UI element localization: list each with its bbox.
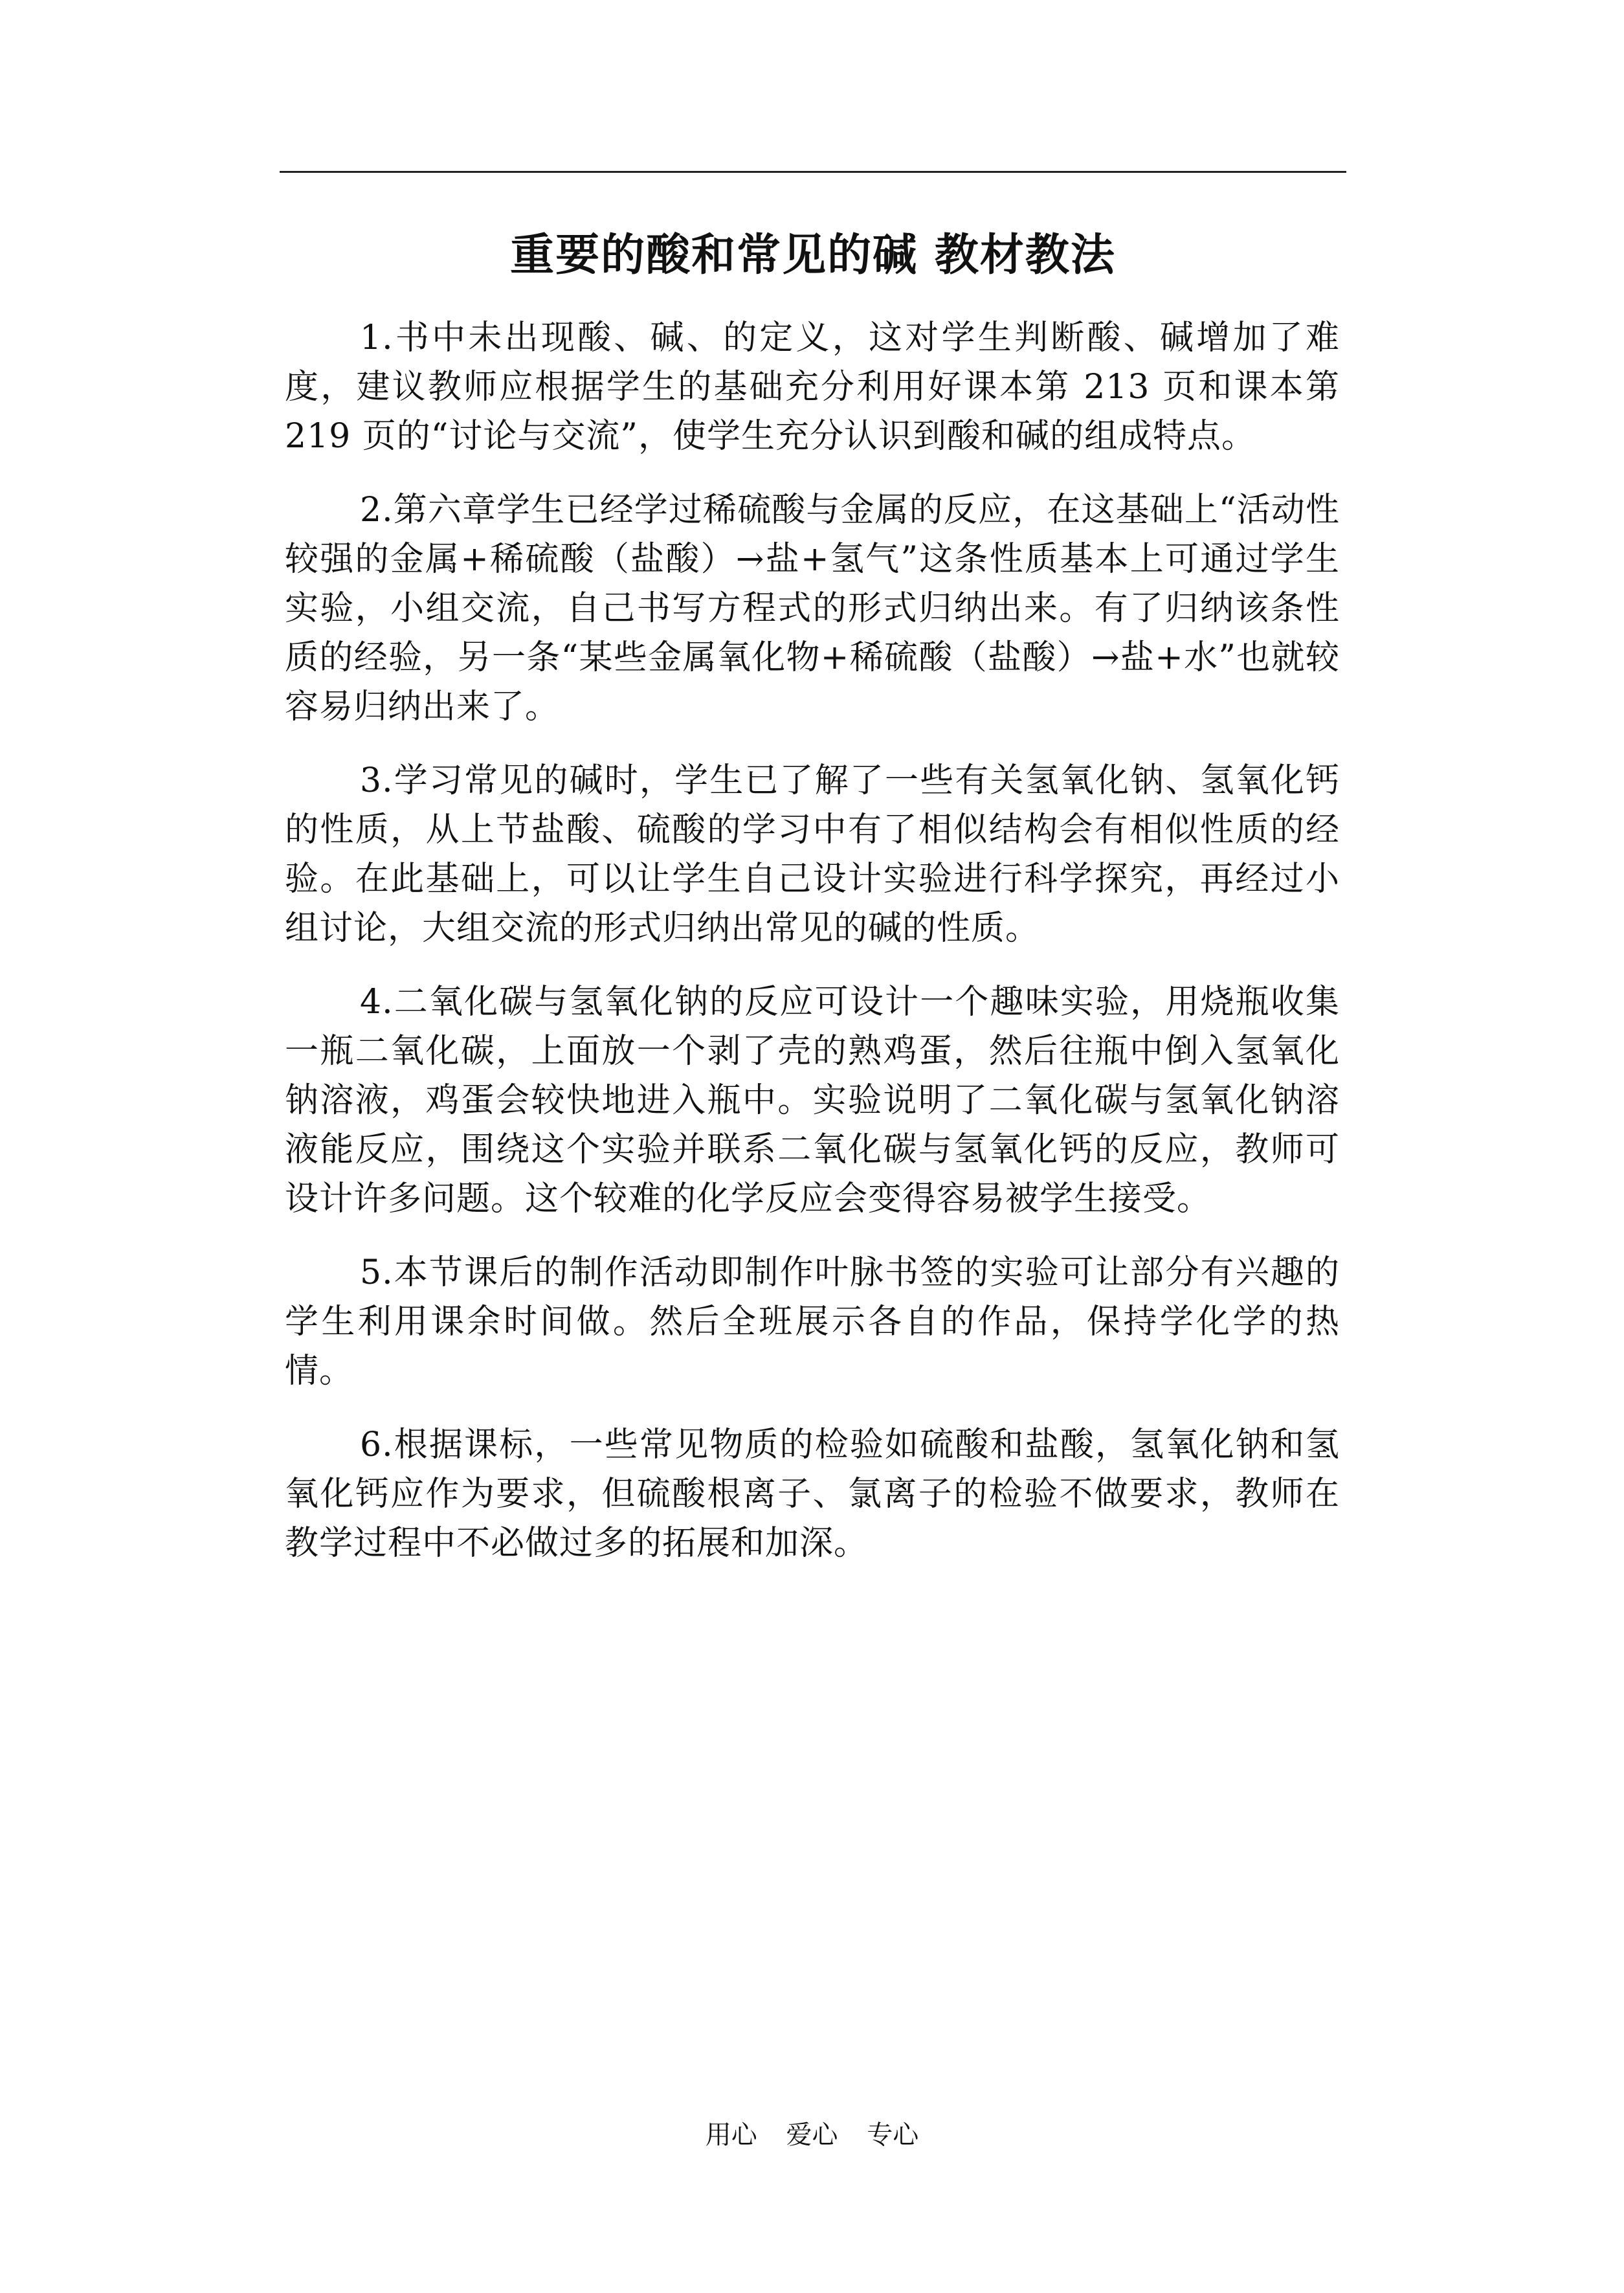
paragraph-5: 5.本节课后的制作活动即制作叶脉书签的实验可让部分有兴趣的学生利用课余时间做。然后全班展示各自的作品，保持学化学的热情。 — [285, 1253, 1340, 1391]
paragraph-1: 1.书中未出现酸、碱、的定义，这对学生判断酸、碱增加了难度，建议教师应根据学生的基础充分利用好课本第 213 页和课本第 219 页的“讨论与交流”，使学生充分认识到酸和碱的组成特点。 — [285, 319, 1340, 456]
paragraph-6: 6.根据课标，一些常见物质的检验如硫酸和盐酸，氢氧化钠和氢氧化钙应作为要求，但硫酸根离子、氯离子的检验不做要求，教师在教学过程中不必做过多的拓展和加深。 — [285, 1426, 1340, 1563]
paragraph-2: 2.第六章学生已经学过稀硫酸与金属的反应，在这基础上“活动性较强的金属+稀硫酸（盐酸）→盐+氢气”这条性质基本上可通过学生实验，小组交流，自己书写方程式的形式归纳出来。有了归纳该条性质的经验，另一条“某些金属氧化物+稀硫酸（盐酸）→盐+水”也就较容易归纳出来了。 — [285, 491, 1340, 726]
paragraph-4: 4.二氧化碳与氢氧化钠的反应可设计一个趣味实验，用烧瓶收集一瓶二氧化碳，上面放一个剥了壳的熟鸡蛋，然后往瓶中倒入氢氧化钠溶液，鸡蛋会较快地进入瓶中。实验说明了二氧化碳与氢氧化钠溶液能反应，围绕这个实验并联系二氧化碳与氢氧化钙的反应，教师可设计许多问题。这个较难的化学反应会变得容易被学生接受。 — [285, 983, 1340, 1218]
page-footer: 用心 爱心 专心 — [705, 2120, 919, 2150]
header-rule — [280, 171, 1346, 173]
paragraph-3: 3.学习常见的碱时，学生已了解了一些有关氢氧化钠、氢氧化钙的性质，从上节盐酸、硫酸的学习中有了相似结构会有相似性质的经验。在此基础上，可以让学生自己设计实验进行科学探究，再经过小组讨论，大组交流的形式归纳出常见的碱的性质。 — [285, 761, 1340, 948]
document-body — [285, 313, 1340, 1593]
document-title: 重要的酸和常见的碱 教材教法 — [510, 230, 1116, 281]
